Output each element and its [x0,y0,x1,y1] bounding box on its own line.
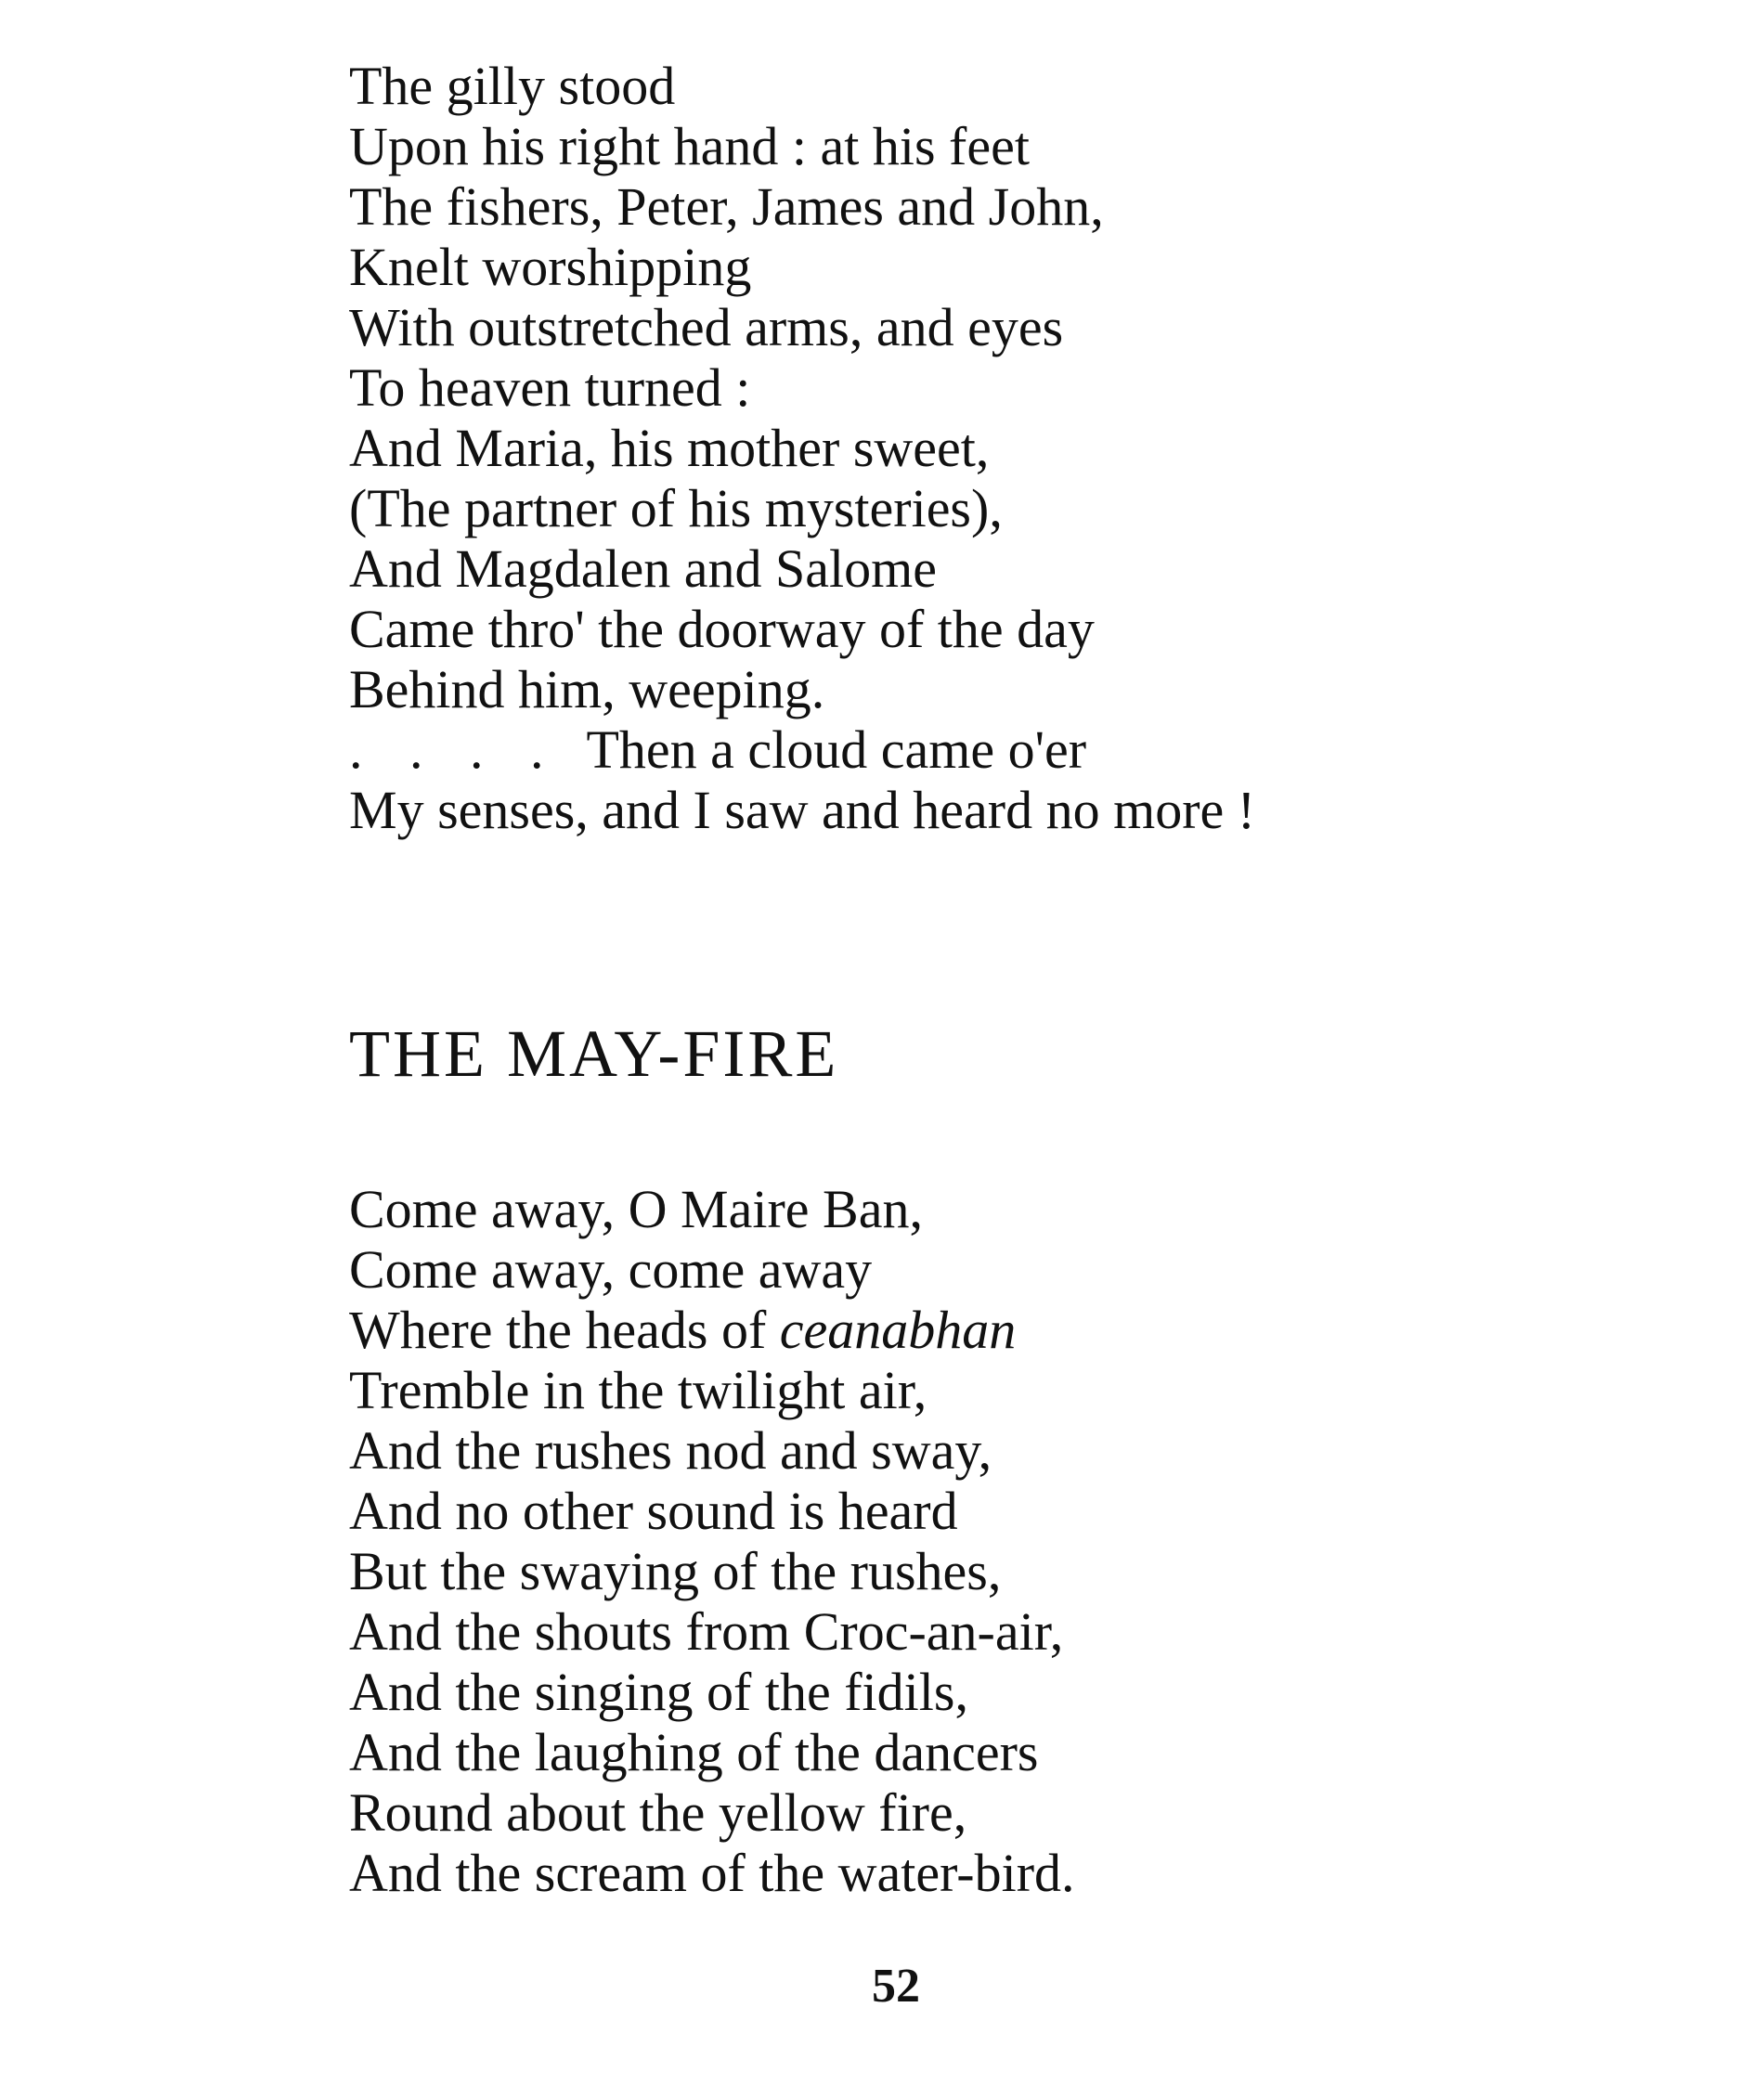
poem-line: And Magdalen and Salome [349,538,938,599]
poem-line: To heaven turned : [349,357,751,418]
poem-line: And the singing of the fidils, [349,1662,968,1722]
poem-line: With outstretched arms, and eyes [349,297,1064,357]
poem-line: And the laughing of the dancers [349,1722,1039,1782]
poem-stanza [349,1179,1556,1903]
page-content [349,56,1556,1903]
poem-line: Came thro' the doorway of the day [349,599,1095,659]
poem-line: And the rushes nod and sway, [349,1420,992,1481]
poem-line-text: Then a cloud came o'er [586,719,1087,780]
poem-title: THE MAY-FIRE [349,1017,839,1091]
poem-line: My senses, and I saw and heard no more ! [349,780,1256,840]
poem-ending-stanza [349,56,1556,840]
poem-line: Tremble in the twilight air, [349,1360,927,1420]
page-number: 52 [872,1960,920,2013]
italic-word: ceanabhan [779,1300,1017,1360]
poem-line-ellipsis [349,719,1556,780]
poem-line: Round about the yellow fire, [349,1782,967,1843]
poem-line: Behind him, weeping. [349,659,825,719]
poem-line: And no other sound is heard [349,1481,958,1541]
poem-line: But the swaying of the rushes, [349,1541,1002,1601]
poem-line: The gilly stood [349,56,676,116]
poem-line: Come away, come away [349,1239,873,1300]
poem-line-with-italic [349,1300,1556,1360]
poem-line: (The partner of his mysteries), [349,478,1003,538]
ellipsis-dots: . . . . [349,719,561,780]
poem-line-text: Where the heads of [349,1300,780,1360]
poem-line: And Maria, his mother sweet, [349,418,990,478]
poem-line: The fishers, Peter, James and John, [349,176,1104,237]
poem-line: And the shouts from Croc-an-air, [349,1601,1064,1662]
poem-line: And the scream of the water-bird. [349,1843,1075,1903]
poem-line: Upon his right hand : at his feet [349,116,1030,176]
poem-line: Knelt worshipping [349,237,752,297]
poem-line: Come away, O Maire Ban, [349,1179,923,1239]
